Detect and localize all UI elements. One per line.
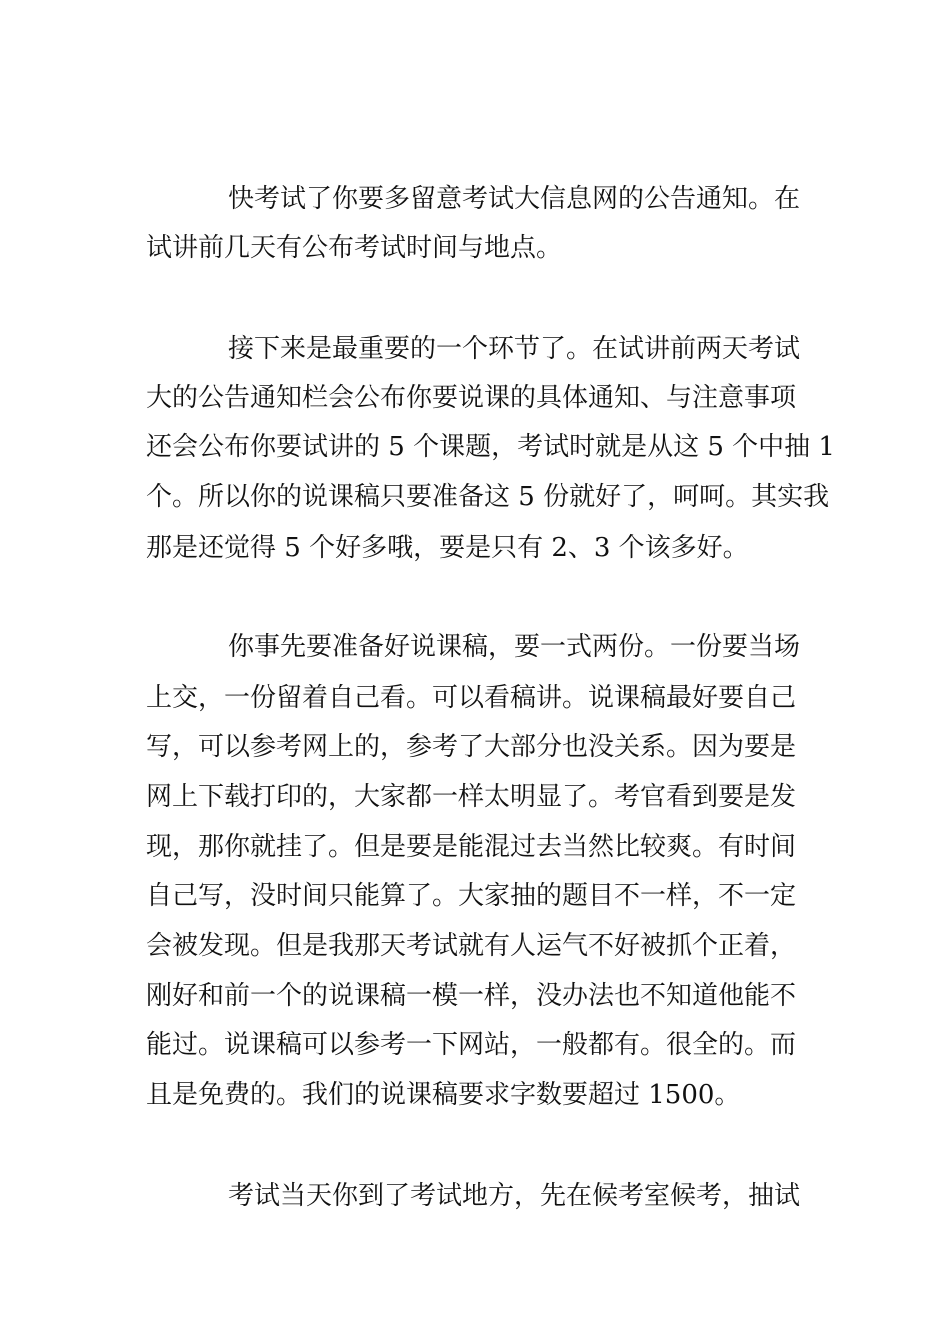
paragraph-2-line-3: 还会公布你要试讲的 5 个课题，考试时就是从这 5 个中抽 1 xyxy=(146,432,835,462)
paragraph-1-line-1: 快考试了你要多留意考试大信息网的公告通知。在 xyxy=(228,184,801,214)
paragraph-3-line-8: 刚好和前一个的说课稿一模一样，没办法也不知道他能不 xyxy=(146,981,797,1011)
paragraph-3-line-10: 且是免费的。我们的说课稿要求字数要超过 1500。 xyxy=(146,1080,741,1110)
paragraph-3-line-4: 网上下载打印的，大家都一样太明显了。考官看到要是发 xyxy=(146,782,797,812)
paragraph-2-line-4: 个。所以你的说课稿只要准备这 5 份就好了，呵呵。其实我 xyxy=(146,482,830,512)
paragraph-4-line-1: 考试当天你到了考试地方，先在候考室候考，抽试 xyxy=(228,1181,801,1211)
paragraph-3-line-2: 上交，一份留着自己看。可以看稿讲。说课稿最好要自己 xyxy=(146,683,797,713)
paragraph-1-line-2: 试讲前几天有公布考试时间与地点。 xyxy=(146,233,563,263)
paragraph-3-line-3: 写，可以参考网上的，参考了大部分也没关系。因为要是 xyxy=(146,732,797,762)
paragraph-2-line-5: 那是还觉得 5 个好多哦，要是只有 2、3 个该多好。 xyxy=(146,533,749,563)
paragraph-2-line-1: 接下来是最重要的一个环节了。在试讲前两天考试 xyxy=(228,334,801,364)
paragraph-2-line-2: 大的公告通知栏会公布你要说课的具体通知、与注意事项 xyxy=(146,383,797,413)
paragraph-3-line-5: 现，那你就挂了。但是要是能混过去当然比较爽。有时间 xyxy=(146,832,797,862)
paragraph-3-line-7: 会被发现。但是我那天考试就有人运气不好被抓个正着， xyxy=(146,931,797,961)
paragraph-3-line-9: 能过。说课稿可以参考一下网站，一般都有。很全的。而 xyxy=(146,1030,797,1060)
paragraph-3-line-1: 你事先要准备好说课稿，要一式两份。一份要当场 xyxy=(228,632,801,662)
paragraph-3-line-6: 自己写，没时间只能算了。大家抽的题目不一样，不一定 xyxy=(146,881,797,911)
